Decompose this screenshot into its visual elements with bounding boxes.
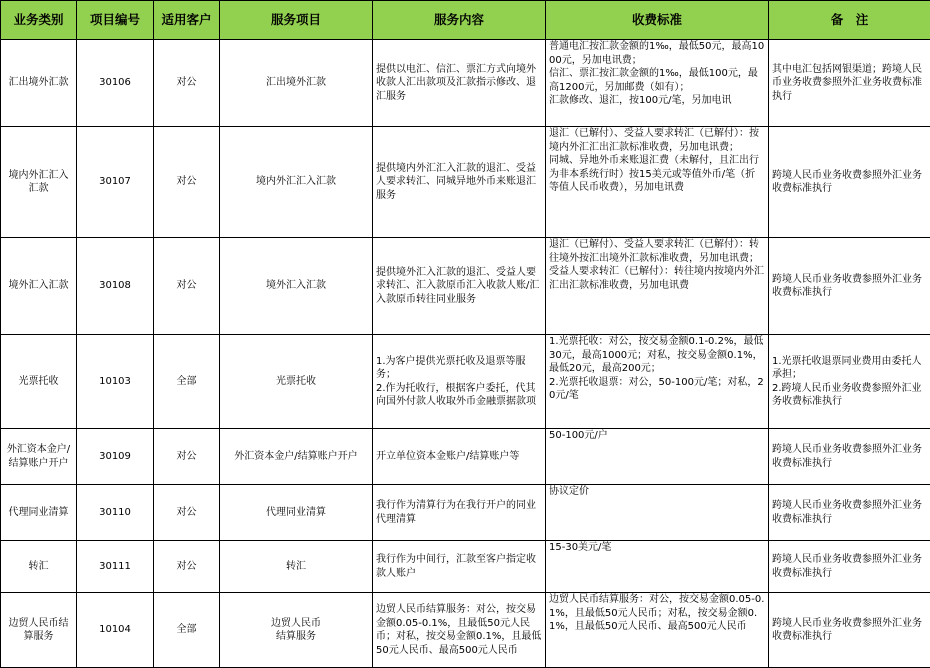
cell-content[interactable]: 提供境内外汇汇入汇款的退汇、受益人要求转汇、同城异地外币来账退汇服务 [373,127,546,238]
cell-client[interactable]: 对公 [154,541,220,593]
cell-code[interactable]: 30109 [77,429,154,485]
cell-content[interactable]: 边贸人民币结算服务：对公，按交易金额0.05-0.1%，且最低50元人民币；对私，按交易金额0.1%，且最低50元人民币、最高500元人民币 [373,593,546,668]
cell-note[interactable]: 跨境人民币业务收费参照外汇业务收费标准执行 [769,593,930,668]
cell-service[interactable]: 转汇 [220,541,373,593]
cell-service[interactable]: 边贸人民币 结算服务 [220,593,373,668]
cell-note[interactable]: 跨境人民币业务收费参照外汇业务收费标准执行 [769,429,930,485]
cell-service[interactable]: 境内外汇汇入汇款 [220,127,373,238]
cell-note[interactable]: 1.光票托收退票同业费用由委托人承担； 2.跨境人民币业务收费参照外汇业务收费标准执行 [769,335,930,429]
cell-note[interactable]: 跨境人民币业务收费参照外汇业务收费标准执行 [769,238,930,335]
header-fee: 收费标准 [546,1,769,40]
cell-category[interactable]: 边贸人民币结算服务 [1,593,77,668]
cell-category[interactable]: 代理同业清算 [1,485,77,541]
cell-service[interactable]: 境外汇入汇款 [220,238,373,335]
cell-category[interactable]: 转汇 [1,541,77,593]
cell-content[interactable]: 我行作为中间行，汇款至客户指定收款人账户 [373,541,546,593]
cell-fee[interactable]: 边贸人民币结算服务：对公，按交易金额0.05-0.1%，且最低50元人民币；对私，按交易金额0.1%，且最低50元人民币、最高500元人民币 [546,593,769,668]
cell-category[interactable]: 外汇资本金户/结算账户开户 [1,429,77,485]
cell-service[interactable]: 汇出境外汇款 [220,40,373,127]
table-row [1,593,930,668]
table-row [1,485,930,541]
cell-code[interactable]: 30106 [77,40,154,127]
cell-category[interactable]: 汇出境外汇款 [1,40,77,127]
cell-code[interactable]: 30110 [77,485,154,541]
header-code: 项目编号 [77,1,154,40]
cell-content[interactable]: 提供以电汇、信汇、票汇方式向境外收款人汇出款项及汇款指示修改、退汇服务 [373,40,546,127]
table-row [1,429,930,485]
cell-client[interactable]: 对公 [154,127,220,238]
cell-fee[interactable]: 1.光票托收：对公，按交易金额0.1-0.2%，最低30元，最高1000元；对私，按交易金额0.1%，最低20元，最高200元； 2.光票托收退票：对公，50-100元/笔；对私，20元/笔 [546,335,769,429]
cell-service[interactable]: 代理同业清算 [220,485,373,541]
cell-content[interactable]: 我行作为清算行为在我行开户的同业代理清算 [373,485,546,541]
cell-code[interactable]: 30107 [77,127,154,238]
cell-fee[interactable]: 普通电汇按汇款金额的1‰，最低50元，最高1000元，另加电讯费； 信汇、票汇按汇款金额的1‰，最低100元，最高1200元，另加邮费（如有）； 汇款修改、退汇，按100元/笔，另加电讯 [546,40,769,127]
cell-code[interactable]: 30111 [77,541,154,593]
cell-code[interactable]: 10103 [77,335,154,429]
cell-fee[interactable]: 协议定价 [546,485,769,541]
cell-note[interactable]: 跨境人民币业务收费参照外汇业务收费标准执行 [769,541,930,593]
cell-note[interactable]: 其中电汇包括网银渠道；跨境人民币业务收费参照外汇业务收费标准执行 [769,40,930,127]
header-note: 备 注 [769,1,930,40]
cell-code[interactable]: 30108 [77,238,154,335]
table-row [1,40,930,127]
cell-note[interactable]: 跨境人民币业务收费参照外汇业务收费标准执行 [769,127,930,238]
cell-client[interactable]: 全部 [154,593,220,668]
cell-code[interactable]: 10104 [77,593,154,668]
cell-fee[interactable]: 退汇（已解付）、受益人要求转汇（已解付）：转往境外按汇出境外汇款标准收费，另加电讯费； 受益人要求转汇（已解付）：转往境内按境内外汇汇出汇款标准收费，另加电讯费 [546,238,769,335]
cell-client[interactable]: 对公 [154,40,220,127]
cell-category[interactable]: 境外汇入汇款 [1,238,77,335]
cell-fee[interactable]: 退汇（已解付）、受益人要求转汇（已解付）：按境内外汇汇出汇款标准收费，另加电讯费； 同城、异地外币来账退汇费（未解付，且汇出行为非本系统行时）按15美元或等值外币/笔（折等值人民币收费），另加电讯费 [546,127,769,238]
cell-client[interactable]: 全部 [154,335,220,429]
cell-service[interactable]: 外汇资本金户/结算账户开户 [220,429,373,485]
cell-content[interactable]: 开立单位资本金账户/结算账户等 [373,429,546,485]
table-row [1,335,930,429]
cell-client[interactable]: 对公 [154,238,220,335]
cell-category[interactable]: 境内外汇汇入汇款 [1,127,77,238]
cell-service[interactable]: 光票托收 [220,335,373,429]
table-row [1,238,930,335]
header-client: 适用客户 [154,1,220,40]
cell-note[interactable]: 跨境人民币业务收费参照外汇业务收费标准执行 [769,485,930,541]
cell-content[interactable]: 1.为客户提供光票托收及退票等服务； 2.作为托收行，根据客户委托，代其向国外付款人收取外币金融票据款项 [373,335,546,429]
header-service: 服务项目 [220,1,373,40]
table-row [1,127,930,238]
header-content: 服务内容 [373,1,546,40]
cell-content[interactable]: 提供境外汇入汇款的退汇、受益人要求转汇、汇入款原币汇入收款人账/汇入款原币转往同业服务 [373,238,546,335]
cell-fee[interactable]: 50-100元/户 [546,429,769,485]
header-row [1,1,930,40]
header-category: 业务类别 [1,1,77,40]
cell-category[interactable]: 光票托收 [1,335,77,429]
table-row [1,541,930,593]
cell-fee[interactable]: 15-30美元/笔 [546,541,769,593]
cell-client[interactable]: 对公 [154,485,220,541]
cell-client[interactable]: 对公 [154,429,220,485]
